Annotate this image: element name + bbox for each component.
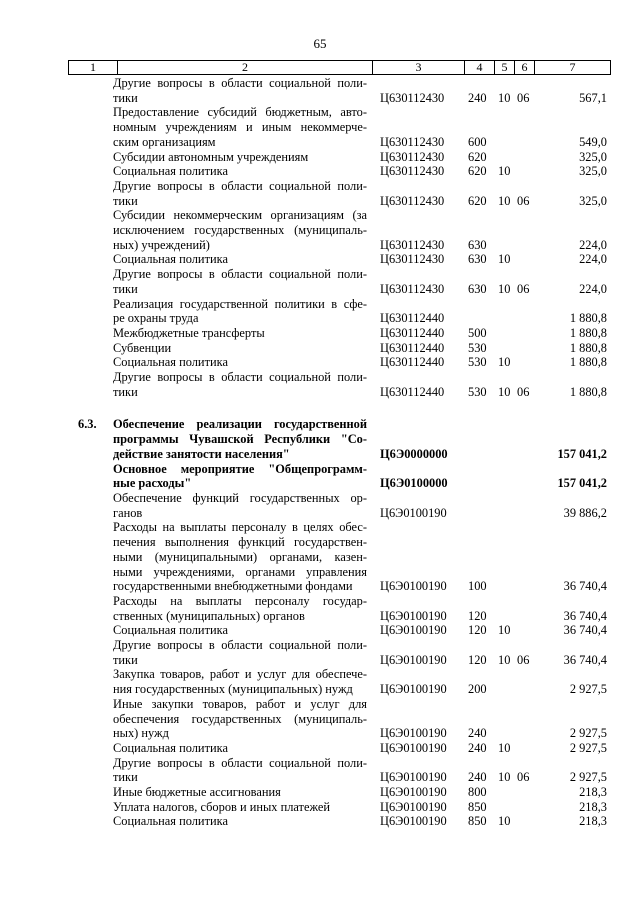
- description-line: ганов: [113, 505, 143, 520]
- expense-type: 620: [468, 164, 487, 179]
- row-description: [113, 520, 367, 594]
- target-article-code: Ц630112430: [380, 193, 445, 208]
- section: 10: [498, 814, 511, 829]
- amount: 325,0: [579, 149, 607, 164]
- header-col-6: 6: [515, 61, 535, 74]
- description-line: Другие вопросы в области социальной поли-: [113, 370, 367, 385]
- amount: 549,0: [579, 134, 607, 149]
- row-description: [113, 150, 367, 165]
- target-article-code: Ц6Э0100190: [380, 785, 447, 800]
- expense-type: 120: [468, 623, 487, 638]
- row-description: [113, 297, 367, 326]
- row-description: [113, 164, 367, 179]
- target-article-code: Ц630112440: [380, 325, 445, 340]
- expense-type: 530: [468, 384, 487, 399]
- amount: 1 880,8: [569, 355, 607, 370]
- target-article-code: Ц630112430: [380, 252, 445, 267]
- row-description: [113, 785, 367, 800]
- amount: 36 740,4: [563, 652, 607, 667]
- table-row: [0, 355, 640, 370]
- section: 10: [498, 384, 511, 399]
- target-article-code: Ц630112430: [380, 164, 445, 179]
- expense-type: 850: [468, 799, 487, 814]
- section: 10: [498, 252, 511, 267]
- header-col-7: 7: [569, 60, 576, 74]
- header-col-3: 3: [373, 61, 465, 74]
- target-article-code: Ц6Э0100190: [380, 608, 447, 623]
- target-article-code: Ц630112440: [380, 340, 445, 355]
- expense-type: 240: [468, 740, 487, 755]
- subsection: 06: [517, 770, 530, 785]
- description-line: Основное мероприятие "Общепрограмм-: [113, 461, 367, 476]
- expense-type: 120: [468, 652, 487, 667]
- amount: 157 041,2: [557, 446, 607, 461]
- table-body: [0, 76, 640, 829]
- section: 10: [498, 164, 511, 179]
- row-description: [113, 341, 367, 356]
- description-line: тики: [113, 384, 138, 399]
- table-row: [0, 105, 640, 149]
- subsection: 06: [517, 193, 530, 208]
- target-article-code: Ц6Э0100190: [380, 623, 447, 638]
- row-description: [113, 756, 367, 785]
- description-line: Социальная политика: [113, 623, 228, 638]
- expense-type: 120: [468, 608, 487, 623]
- description-line: ные расходы": [113, 476, 192, 491]
- description-line: ными учреждениями, органами управления: [113, 564, 367, 579]
- row-description: [113, 741, 367, 756]
- section: 10: [498, 623, 511, 638]
- table-row: [0, 741, 640, 756]
- table-row: [0, 208, 640, 252]
- row-number: 6.3.: [78, 417, 97, 432]
- amount: 1 880,8: [569, 384, 607, 399]
- header-col-1: 1: [69, 61, 118, 74]
- description-line: печения выполнения функций государствен-: [113, 535, 367, 550]
- table-row: [0, 491, 640, 520]
- row-description: [113, 623, 367, 638]
- subsection: 06: [517, 384, 530, 399]
- description-line: действие занятости населения": [113, 446, 290, 461]
- expense-type: 630: [468, 237, 487, 252]
- target-article-code: Ц6Э0100190: [380, 652, 447, 667]
- row-description: [113, 462, 367, 491]
- description-line: Межбюджетные трансферты: [113, 325, 265, 340]
- description-line: Другие вопросы в области социальной поли-: [113, 178, 367, 193]
- description-line: государственными внебюджетными фондами: [113, 579, 353, 594]
- row-description: [113, 638, 367, 667]
- amount: 36 740,4: [563, 608, 607, 623]
- section: 10: [498, 90, 511, 105]
- table-row: [0, 252, 640, 267]
- section: 10: [498, 770, 511, 785]
- description-line: Социальная политика: [113, 164, 228, 179]
- target-article-code: Ц6Э0100190: [380, 740, 447, 755]
- target-article-code: Ц630112430: [380, 90, 445, 105]
- target-article-code: Ц6Э0100190: [380, 505, 447, 520]
- amount: 224,0: [579, 237, 607, 252]
- expense-type: 530: [468, 340, 487, 355]
- description-line: тики: [113, 770, 138, 785]
- header-col-5: 5: [495, 61, 515, 74]
- table-row: [0, 800, 640, 815]
- amount: 224,0: [579, 252, 607, 267]
- amount: 567,1: [579, 90, 607, 105]
- amount: 224,0: [579, 281, 607, 296]
- table-row: [0, 594, 640, 623]
- description-line: обеспечения государственных (муниципаль-: [113, 711, 367, 726]
- target-article-code: Ц6Э0100000: [380, 476, 448, 491]
- description-line: Другие вопросы в области социальной поли-: [113, 267, 367, 282]
- header-col-2: 2: [118, 61, 373, 74]
- description-line: Предоставление субсидий бюджетным, авто-: [113, 105, 367, 120]
- row-description: [113, 267, 367, 296]
- expense-type: 240: [468, 770, 487, 785]
- expense-type: 630: [468, 252, 487, 267]
- target-article-code: Ц6Э0100190: [380, 682, 447, 697]
- description-line: Субсидии автономным учреждениям: [113, 149, 309, 164]
- amount: 2 927,5: [569, 682, 607, 697]
- table-row: [0, 417, 640, 461]
- amount: 218,3: [579, 785, 607, 800]
- description-line: исключением государственных (муниципаль-: [113, 223, 367, 238]
- description-line: тики: [113, 652, 138, 667]
- description-line: программы Чувашской Республики "Со-: [113, 432, 367, 447]
- amount: 325,0: [579, 193, 607, 208]
- expense-type: 500: [468, 325, 487, 340]
- header-col-4: 4: [465, 61, 495, 74]
- amount: 2 927,5: [569, 726, 607, 741]
- section: 10: [498, 193, 511, 208]
- table-row: [0, 785, 640, 800]
- description-line: Другие вопросы в области социальной поли-: [113, 755, 367, 770]
- table-row: [0, 150, 640, 165]
- section: 10: [498, 740, 511, 755]
- expense-type: 100: [468, 579, 487, 594]
- amount: 36 740,4: [563, 623, 607, 638]
- description-line: ре охраны труда: [113, 311, 199, 326]
- amount: 325,0: [579, 164, 607, 179]
- row-gap: [0, 399, 640, 417]
- table-row: [0, 326, 640, 341]
- table-row: [0, 697, 640, 741]
- description-line: Субсидии некоммерческим организациям (за: [113, 208, 367, 223]
- row-description: [113, 667, 367, 696]
- expense-type: 630: [468, 281, 487, 296]
- description-line: Социальная политика: [113, 740, 228, 755]
- amount: 1 880,8: [569, 311, 607, 326]
- amount: 2 927,5: [569, 770, 607, 785]
- target-article-code: Ц630112440: [380, 355, 445, 370]
- amount: 157 041,2: [557, 476, 607, 491]
- description-line: ных) нужд: [113, 726, 169, 741]
- target-article-code: Ц630112440: [380, 384, 445, 399]
- target-article-code: Ц6Э0100190: [380, 814, 447, 829]
- row-description: [113, 814, 367, 829]
- description-line: Реализация государственной политики в сфе-: [113, 296, 367, 311]
- subsection: 06: [517, 90, 530, 105]
- description-line: Другие вопросы в области социальной поли-: [113, 638, 367, 653]
- row-description: [113, 491, 367, 520]
- description-line: тики: [113, 281, 138, 296]
- target-article-code: Ц6Э0000000: [380, 446, 448, 461]
- row-description: [113, 370, 367, 399]
- description-line: Закупка товаров, работ и услуг для обеспече-: [113, 667, 367, 682]
- section: 10: [498, 652, 511, 667]
- target-article-code: Ц630112430: [380, 134, 445, 149]
- target-article-code: Ц630112430: [380, 149, 445, 164]
- table-row: [0, 623, 640, 638]
- subsection: 06: [517, 652, 530, 667]
- description-line: Субвенции: [113, 340, 172, 355]
- target-article-code: Ц630112440: [380, 311, 445, 326]
- amount: 1 880,8: [569, 340, 607, 355]
- target-article-code: Ц630112430: [380, 281, 445, 296]
- table-header: [68, 60, 611, 75]
- description-line: ных) учреждений): [113, 237, 210, 252]
- subsection: 06: [517, 281, 530, 296]
- expense-type: 200: [468, 682, 487, 697]
- row-description: [113, 76, 367, 105]
- expense-type: 620: [468, 193, 487, 208]
- target-article-code: Ц6Э0100190: [380, 770, 447, 785]
- row-description: [113, 594, 367, 623]
- description-line: Иные закупки товаров, работ и услуг для: [113, 696, 367, 711]
- table-row: [0, 267, 640, 296]
- description-line: Уплата налогов, сборов и иных платежей: [113, 799, 331, 814]
- row-description: [113, 417, 367, 461]
- table-row: [0, 297, 640, 326]
- table-row: [0, 341, 640, 356]
- description-line: Расходы на выплаты персоналу государ-: [113, 593, 367, 608]
- table-row: [0, 520, 640, 594]
- row-description: [113, 800, 367, 815]
- expense-type: 800: [468, 785, 487, 800]
- target-article-code: Ц630112430: [380, 237, 445, 252]
- amount: 1 880,8: [569, 325, 607, 340]
- row-description: [113, 697, 367, 741]
- description-line: Социальная политика: [113, 355, 228, 370]
- row-description: [113, 355, 367, 370]
- description-line: тики: [113, 193, 138, 208]
- table-row: [0, 370, 640, 399]
- description-line: Обеспечение реализации государственной: [113, 417, 367, 432]
- row-description: [113, 326, 367, 341]
- expense-type: 620: [468, 149, 487, 164]
- description-line: Обеспечение функций государственных ор-: [113, 490, 367, 505]
- amount: 218,3: [579, 814, 607, 829]
- table-row: [0, 164, 640, 179]
- target-article-code: Ц6Э0100190: [380, 726, 447, 741]
- description-line: ственных (муниципальных) органов: [113, 608, 305, 623]
- description-line: ния государственных (муниципальных) нужд: [113, 682, 353, 697]
- description-line: ными (муниципальными) органами, казен-: [113, 549, 367, 564]
- row-description: [113, 252, 367, 267]
- section: 10: [498, 281, 511, 296]
- table-row: [0, 179, 640, 208]
- description-line: тики: [113, 90, 138, 105]
- table-row: [0, 462, 640, 491]
- page-number: 65: [313, 36, 327, 51]
- table-row: [0, 76, 640, 105]
- amount: 218,3: [579, 799, 607, 814]
- target-article-code: Ц6Э0100190: [380, 799, 447, 814]
- description-line: Расходы на выплаты персоналу в целях обес-: [113, 520, 367, 535]
- table-row: [0, 756, 640, 785]
- row-description: [113, 105, 367, 149]
- amount: 2 927,5: [569, 740, 607, 755]
- expense-type: 600: [468, 134, 487, 149]
- description-line: номным учреждениям и иным некоммерче-: [113, 120, 367, 135]
- table-row: [0, 814, 640, 829]
- description-line: ским организациям: [113, 134, 216, 149]
- amount: 39 886,2: [563, 505, 607, 520]
- description-line: Иные бюджетные ассигнования: [113, 785, 281, 800]
- description-line: Социальная политика: [113, 252, 228, 267]
- description-line: Другие вопросы в области социальной поли-: [113, 76, 367, 90]
- row-description: [113, 179, 367, 208]
- expense-type: 850: [468, 814, 487, 829]
- target-article-code: Ц6Э0100190: [380, 579, 447, 594]
- section: 10: [498, 355, 511, 370]
- expense-type: 530: [468, 355, 487, 370]
- description-line: Социальная политика: [113, 814, 228, 829]
- table-row: [0, 667, 640, 696]
- amount: 36 740,4: [563, 579, 607, 594]
- expense-type: 240: [468, 90, 487, 105]
- expense-type: 240: [468, 726, 487, 741]
- table-row: [0, 638, 640, 667]
- row-description: [113, 208, 367, 252]
